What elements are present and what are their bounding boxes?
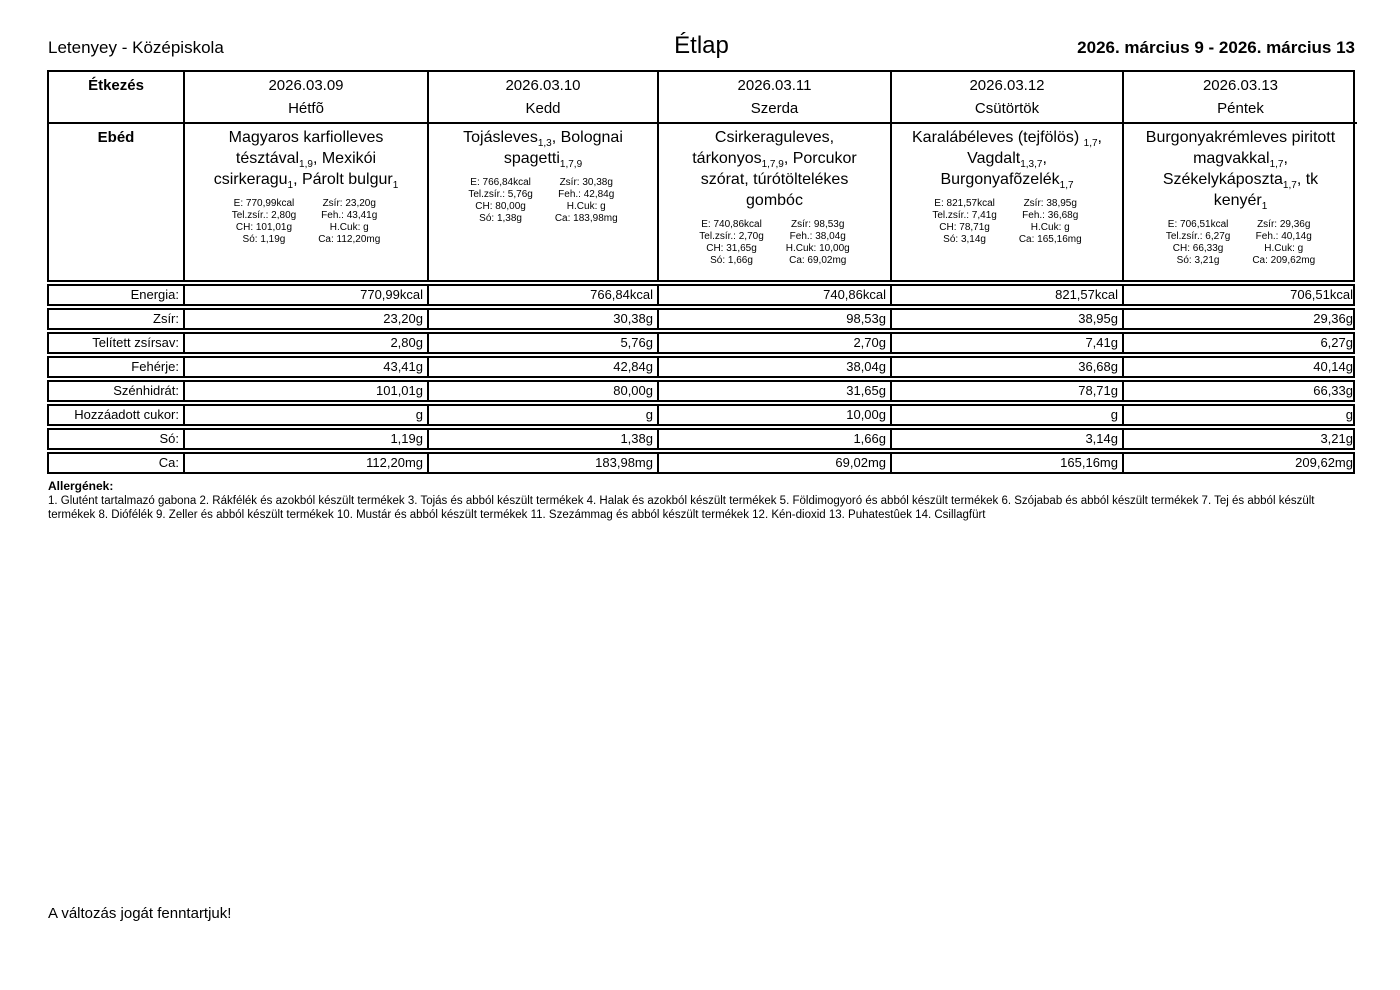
- meal-row-label: Ebéd: [97, 129, 135, 146]
- summary-value: 38,95g: [890, 310, 1122, 328]
- summary-label: Szénhidrát:: [113, 383, 179, 398]
- meal-cell: [427, 124, 657, 280]
- summary-value: 1,19g: [183, 430, 427, 448]
- day-name: Szerda: [750, 100, 799, 117]
- nutrition-block: [1128, 219, 1353, 267]
- day-header-cell: [890, 72, 1122, 124]
- nutrition-line: Feh.: 40,14g: [1255, 231, 1312, 242]
- summary-value: 3,21g: [1122, 430, 1357, 448]
- nutrition-line: Ca: 69,02mg: [789, 255, 847, 266]
- nutrition-line: Ca: 112,20mg: [318, 234, 381, 245]
- summary-value: 101,01g: [183, 382, 427, 400]
- nutrition-line: Tel.zsír.: 2,80g: [231, 210, 297, 221]
- nutrition-line: CH: 101,01g: [235, 222, 293, 233]
- meal-title: Magyaros karfiolleves tésztával$_{1,9}$, Mexikói csirkeragu$_1$, Párolt bulgur$_1$: [213, 129, 399, 192]
- footer-note: A változás jogát fenntartjuk!: [48, 905, 232, 922]
- summary-value: 770,99kcal: [183, 286, 427, 304]
- page-title: Étlap: [674, 32, 729, 59]
- day-header-cell: [183, 72, 427, 124]
- summary-value: 36,68g: [890, 358, 1122, 376]
- school-name: Letenyey - Középiskola: [48, 38, 224, 57]
- nutrition-block: [896, 198, 1118, 246]
- summary-value: 3,14g: [890, 430, 1122, 448]
- meal-column-header: Étkezés: [49, 72, 183, 124]
- summary-row: [47, 452, 1355, 474]
- nutrition-right: [1252, 219, 1315, 267]
- nutrition-left: [1166, 219, 1230, 267]
- nutrition-block: [189, 198, 423, 246]
- day-date: 2026.03.10: [505, 77, 581, 94]
- summary-value: 66,33g: [1122, 382, 1357, 400]
- nutrition-line: H.Cuk: 10,00g: [785, 243, 850, 254]
- summary-row: [47, 428, 1355, 450]
- summary-value: 766,84kcal: [427, 286, 657, 304]
- nutrition-line: Só: 3,21g: [1176, 255, 1220, 266]
- nutrition-line: Zsír: 23,20g: [322, 198, 376, 209]
- summary-value: 2,70g: [657, 334, 890, 352]
- nutrition-right: [555, 177, 618, 225]
- summary-value: 78,71g: [890, 382, 1122, 400]
- summary-value: 209,62mg: [1122, 454, 1357, 472]
- date-range: 2026. március 9 - 2026. március 13: [1077, 38, 1356, 57]
- day-date: 2026.03.11: [737, 77, 812, 94]
- summary-value: g: [427, 406, 657, 424]
- summary-value: 40,14g: [1122, 358, 1357, 376]
- allergens-text: 1. Glutént tartalmazó gabona 2. Rákfélék és azokból készült termékek 3. Tojás és abból készült termékek 4. Halak és azokból készült termékek 5. Földimogyoró és abból készült termékek 6. Szójabab és abból készült termékek 7. Tej és abból készült termékek 8. Diófélék 9. Zeller és abból készült termékek 10. Mustár és abból készült termékek 11. Szezámmag és abból készült termékek 12. Kén-dioxid 13. Puhatestûek 14. Csillagfürt: [48, 495, 1315, 521]
- day-name: Hétfõ: [288, 100, 324, 117]
- meal-cell: [657, 124, 890, 280]
- nutrition-line: Feh.: 42,84g: [558, 189, 615, 200]
- day-date: 2026.03.09: [268, 77, 344, 94]
- day-header-cell: [657, 72, 890, 124]
- nutrition-line: Zsír: 30,38g: [559, 177, 613, 188]
- nutrition-line: E: 766,84kcal: [470, 177, 531, 188]
- nutrition-line: Só: 1,19g: [242, 234, 286, 245]
- nutrition-line: CH: 31,65g: [706, 243, 757, 254]
- nutrition-line: Zsír: 98,53g: [791, 219, 845, 230]
- nutrition-left: [932, 198, 996, 246]
- summary-value: 30,38g: [427, 310, 657, 328]
- summary-value: 6,27g: [1122, 334, 1357, 352]
- summary-value: g: [890, 406, 1122, 424]
- summary-label: Ca:: [158, 455, 179, 470]
- nutrition-block: [663, 219, 886, 267]
- summary-value: 31,65g: [657, 382, 890, 400]
- summary-value: g: [1122, 406, 1357, 424]
- meal-cell: [890, 124, 1122, 280]
- summary-value: 1,66g: [657, 430, 890, 448]
- menu-table: [47, 70, 1355, 474]
- nutrition-line: H.Cuk: g: [1264, 243, 1304, 254]
- day-name: Kedd: [525, 100, 561, 117]
- summary-value: 112,20mg: [183, 454, 427, 472]
- summary-value: 183,98mg: [427, 454, 657, 472]
- summary-value: 706,51kcal: [1122, 286, 1357, 304]
- nutrition-line: H.Cuk: g: [329, 222, 369, 233]
- summary-label: Só:: [159, 431, 179, 446]
- nutrition-line: H.Cuk: g: [1030, 222, 1070, 233]
- nutrition-line: Feh.: 36,68g: [1022, 210, 1079, 221]
- nutrition-line: H.Cuk: g: [566, 201, 606, 212]
- meal-title: Burgonyakrémleves piritott magvakkal$_{1,7}$, Székelykáposzta$_{1,7}$, tk kenyér$_1$: [1145, 129, 1336, 213]
- summary-value: 2,80g: [183, 334, 427, 352]
- summary-value: 10,00g: [657, 406, 890, 424]
- nutrition-left: [468, 177, 532, 225]
- menu-table-main: [47, 70, 1355, 282]
- summary-label: Hozzáadott cukor:: [74, 407, 179, 422]
- nutrition-line: Feh.: 38,04g: [789, 231, 846, 242]
- summary-value: g: [183, 406, 427, 424]
- nutrition-line: Ca: 209,62mg: [1252, 255, 1316, 266]
- nutrition-line: Ca: 165,16mg: [1018, 234, 1082, 245]
- summary-label: Fehérje:: [131, 359, 179, 374]
- nutrition-line: CH: 66,33g: [1172, 243, 1224, 254]
- summary-value: 1,38g: [427, 430, 657, 448]
- summary-label: Telített zsírsav:: [92, 335, 179, 350]
- nutrition-line: Feh.: 43,41g: [321, 210, 378, 221]
- day-date: 2026.03.12: [969, 77, 1045, 94]
- summary-value: 740,86kcal: [657, 286, 890, 304]
- table-header-row: [49, 72, 1353, 124]
- day-date: 2026.03.13: [1202, 77, 1279, 94]
- nutrition-line: E: 706,51kcal: [1167, 219, 1229, 230]
- summary-row: [47, 332, 1355, 354]
- summary-value: 821,57kcal: [890, 286, 1122, 304]
- nutrition-line: Só: 1,66g: [710, 255, 753, 266]
- nutrition-line: Zsír: 29,36g: [1257, 219, 1311, 230]
- summary-value: 29,36g: [1122, 310, 1357, 328]
- nutrition-line: Só: 3,14g: [943, 234, 986, 245]
- summary-label: Zsír:: [153, 311, 179, 326]
- nutrition-line: Tel.zsír.: 7,41g: [932, 210, 997, 221]
- nutrition-line: E: 821,57kcal: [934, 198, 995, 209]
- summary-row: [47, 308, 1355, 330]
- nutrition-right: [1019, 198, 1082, 246]
- allergens-section: [48, 479, 1355, 522]
- nutrition-line: Tel.zsír.: 5,76g: [468, 189, 533, 200]
- allergens-heading: Allergének:: [48, 479, 114, 493]
- day-header-cell: [427, 72, 657, 124]
- nutrition-left: [232, 198, 296, 246]
- nutrition-line: E: 770,99kcal: [233, 198, 295, 209]
- page-header: [0, 0, 1400, 66]
- summary-value: 165,16mg: [890, 454, 1122, 472]
- nutrition-line: E: 740,86kcal: [701, 219, 762, 230]
- nutrition-line: CH: 80,00g: [475, 201, 526, 212]
- summary-value: 42,84g: [427, 358, 657, 376]
- meal-title: Csirkeraguleves, tárkonyos$_{1,7,9}$, Porcukor szórat, túrótöltelékes gombóc: [692, 129, 857, 209]
- nutrition-line: Zsír: 38,95g: [1023, 198, 1077, 209]
- summary-value: 23,20g: [183, 310, 427, 328]
- nutrition-line: Só: 1,38g: [479, 213, 522, 224]
- day-header-cell: [1122, 72, 1357, 124]
- nutrition-line: Ca: 183,98mg: [554, 213, 618, 224]
- nutrition-right: [786, 219, 850, 267]
- summary-row: [47, 356, 1355, 378]
- day-name: Csütörtök: [974, 100, 1040, 117]
- summary-row: [47, 284, 1355, 306]
- nutrition-line: Tel.zsír.: 6,27g: [1165, 231, 1231, 242]
- summary-row: [47, 380, 1355, 402]
- summary-value: 69,02mg: [657, 454, 890, 472]
- nutrition-left: [699, 219, 763, 267]
- summary-value: 7,41g: [890, 334, 1122, 352]
- summary-value: 98,53g: [657, 310, 890, 328]
- nutrition-right: [318, 198, 380, 246]
- nutrition-line: CH: 78,71g: [939, 222, 990, 233]
- meal-row: [49, 124, 1353, 280]
- summary-row: [47, 404, 1355, 426]
- summary-value: 43,41g: [183, 358, 427, 376]
- meal-cell: [183, 124, 427, 280]
- summary-label: Energia:: [130, 287, 179, 302]
- meal-title: Karalábéleves (tejfölös) $_{1,7}$, Vagdalt$_{1,3,7}$, Burgonyafõzelék$_{1,7}$: [912, 129, 1102, 192]
- nutrition-line: Tel.zsír.: 2,70g: [699, 231, 764, 242]
- meal-title: Tojásleves$_{1,3}$, Bolognai spagetti$_{1,7,9}$: [463, 129, 623, 171]
- summary-value: 80,00g: [427, 382, 657, 400]
- nutrition-block: [433, 177, 653, 225]
- day-name: Péntek: [1217, 100, 1264, 117]
- summary-value: 5,76g: [427, 334, 657, 352]
- summary-value: 38,04g: [657, 358, 890, 376]
- meal-cell: [1122, 124, 1357, 280]
- nutrition-summary: [47, 284, 1355, 474]
